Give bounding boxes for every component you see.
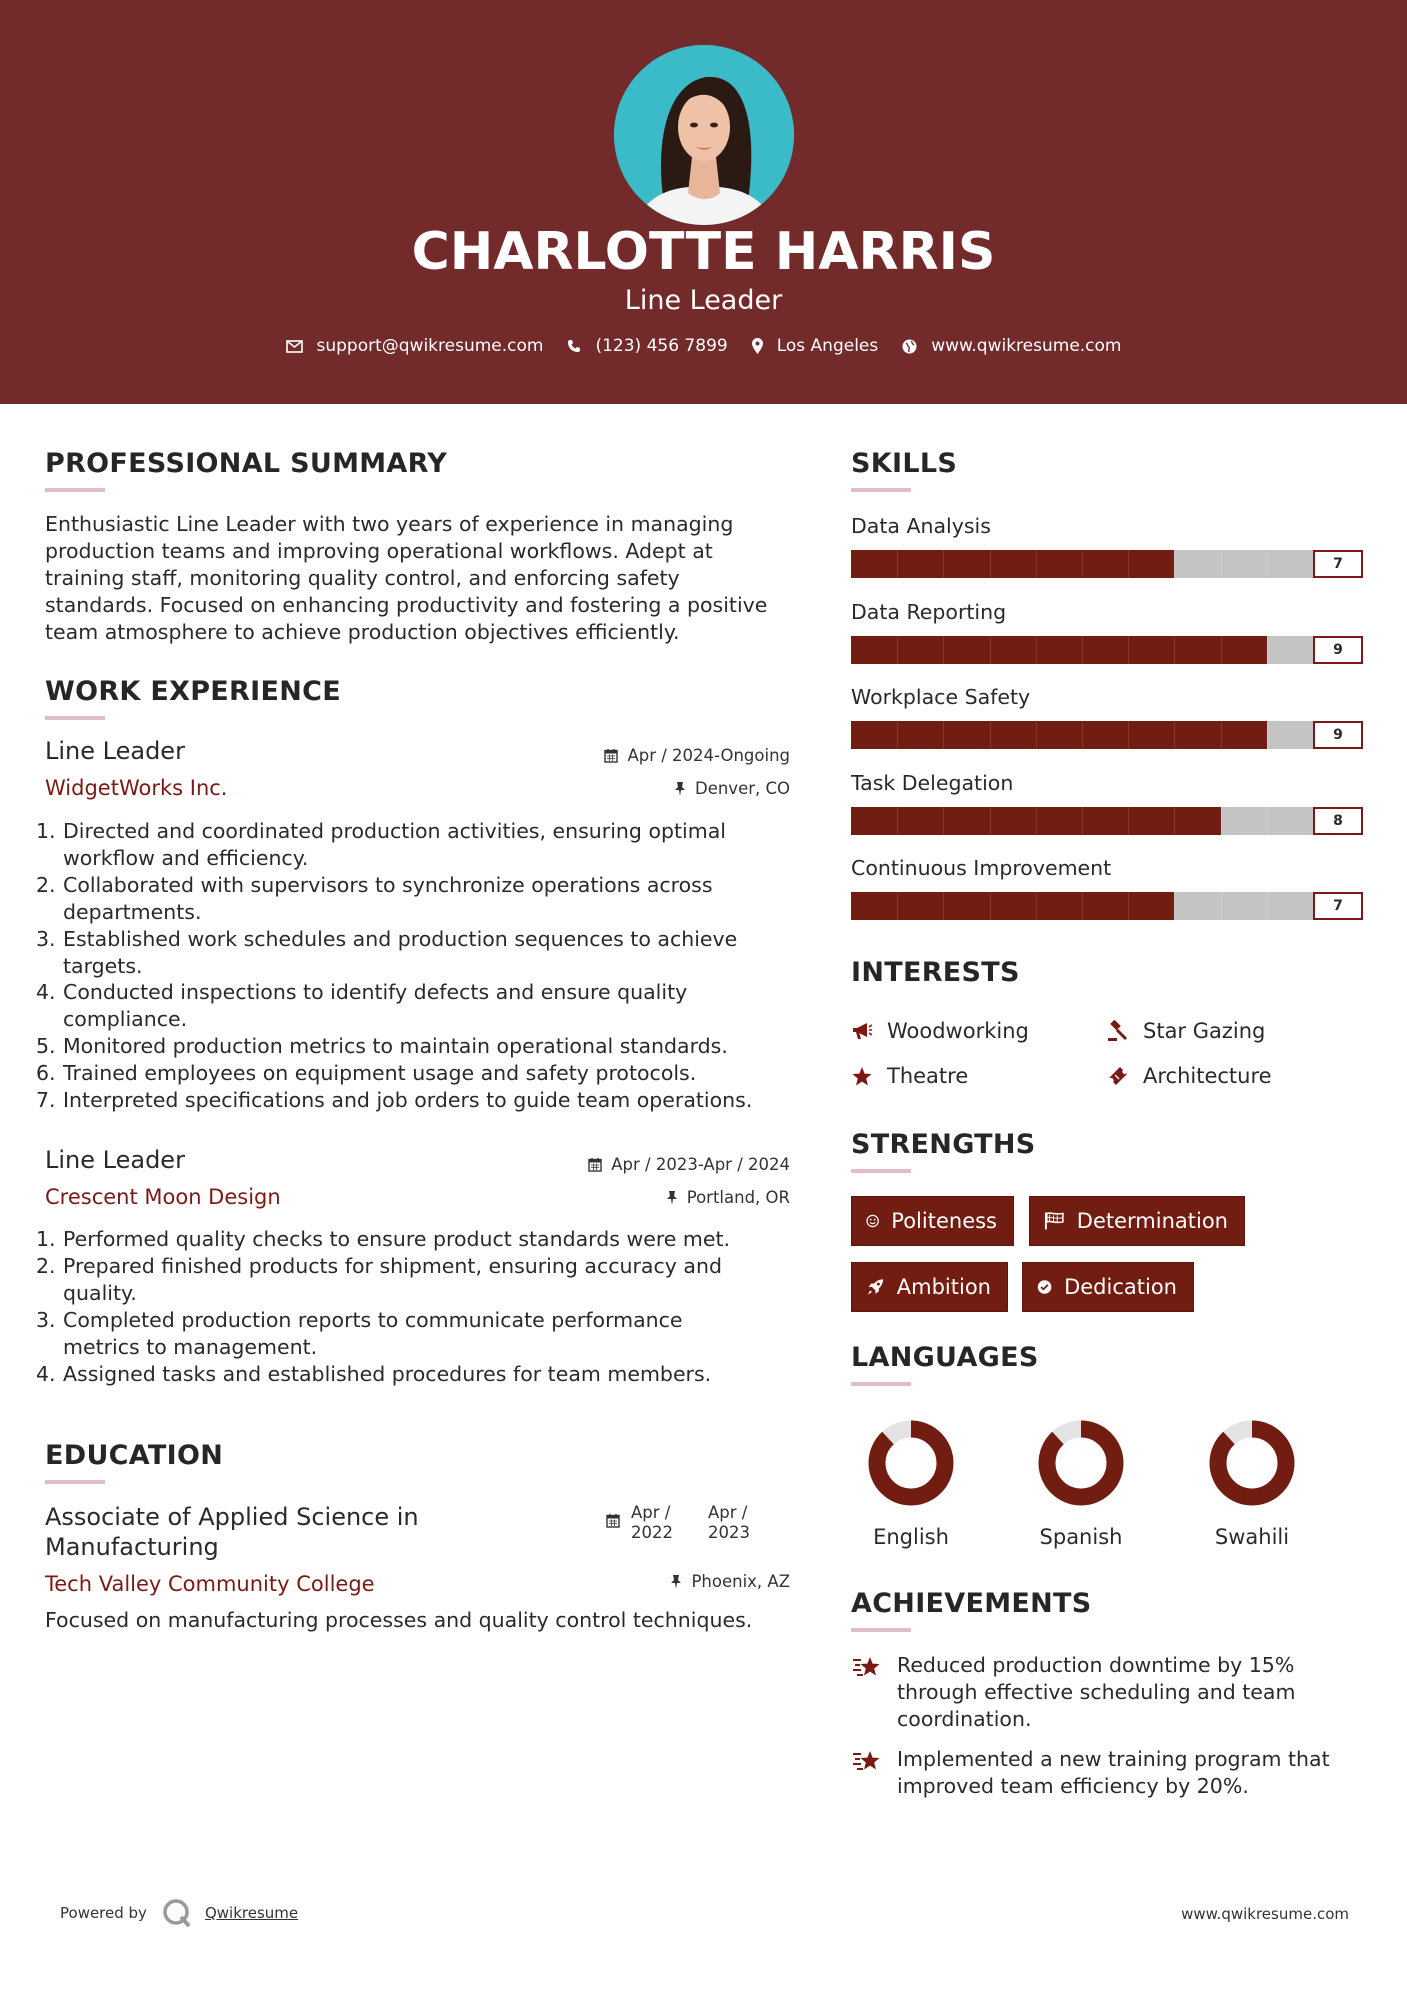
summary-heading: PROFESSIONAL SUMMARY (45, 448, 448, 479)
calendar-icon (588, 1157, 602, 1172)
job-location (666, 1188, 790, 1207)
skill-name: Workplace Safety (851, 685, 1031, 709)
achievements-heading: ACHIEVEMENTS (851, 1588, 1092, 1619)
skill-score: 9 (1313, 721, 1363, 749)
skill-bar-segment (897, 721, 898, 749)
job-dates-text: Apr / 2023-Apr / 2024 (611, 1155, 790, 1174)
skill-bar-segment (1221, 807, 1222, 835)
skill-bar-segment (943, 550, 944, 578)
summary-text (45, 511, 805, 646)
strength-badge (1029, 1196, 1245, 1246)
section-divider (45, 716, 105, 720)
smile-icon (866, 1211, 879, 1231)
language-donut (1207, 1418, 1297, 1512)
skill-bar-segment (1221, 721, 1222, 749)
qwikresume-logo-icon (161, 1897, 193, 1929)
interest-label: Woodworking (887, 1019, 1029, 1043)
language-donut-fill (877, 1429, 945, 1497)
skill-bar-segment (897, 636, 898, 664)
flag-icon (1044, 1211, 1065, 1231)
edu-location (670, 1572, 790, 1591)
skill-bar-segment (990, 892, 991, 920)
list-item: 1. Directed and coordinated production activities, ensuring optimal (36, 819, 726, 843)
edu-location-text: Phoenix, AZ (691, 1572, 790, 1591)
skill-score: 8 (1313, 807, 1363, 835)
skill-bar-segment (897, 807, 898, 835)
map-pin-icon (752, 338, 763, 354)
skill-bar (851, 807, 1313, 835)
skill-bar-segment (897, 892, 898, 920)
skill-bar-segment (1221, 550, 1222, 578)
achievement-item (851, 1746, 1371, 1800)
edu-end-date: Apr / 2023 (708, 1503, 750, 1542)
language-donut (866, 1418, 956, 1512)
check-circle-icon (1037, 1277, 1052, 1297)
strength-label: Dedication (1064, 1275, 1177, 1299)
job-bullets (36, 1226, 796, 1387)
skill-score: 7 (1313, 892, 1363, 920)
edu-start-date: Apr / 2022 (631, 1503, 673, 1542)
skills-heading: SKILLS (851, 448, 958, 479)
brand-link[interactable]: Qwikresume (204, 1904, 299, 1922)
summary-line: team atmosphere to achieve production objectives efficiently. (45, 620, 680, 644)
degree-line: Manufacturing (45, 1533, 219, 1561)
shooting-star-icon (851, 1654, 885, 1682)
skill-bar-segment (1128, 636, 1129, 664)
languages-heading: LANGUAGES (851, 1342, 1039, 1373)
interest-label: Star Gazing (1143, 1019, 1266, 1043)
experience-heading: WORK EXPERIENCE (45, 676, 341, 707)
list-item: 4. Conducted inspections to identify defects and ensure quality (36, 980, 688, 1005)
section-divider (851, 1382, 911, 1386)
interest-item (1107, 1019, 1265, 1043)
company-name: Crescent Moon Design (45, 1185, 281, 1209)
skill-bar-segment (1082, 721, 1083, 749)
footer-website[interactable]: www.qwikresume.com (1181, 1905, 1349, 1923)
shooting-star-icon (851, 1748, 885, 1776)
skill-bar-segment (1267, 636, 1268, 664)
edu-description: Focused on manufacturing processes and quality control techniques. (45, 1608, 753, 1632)
gavel-icon (1107, 1020, 1129, 1042)
skill-score: 9 (1313, 636, 1363, 664)
skill-bar-segment (1036, 550, 1037, 578)
skill-bar-segment (990, 807, 991, 835)
section-divider (851, 1169, 911, 1173)
phone-text: (123) 456 7899 (595, 336, 728, 356)
skill-bar (851, 892, 1313, 920)
list-item: 3. Established work schedules and production sequences to achieve (36, 926, 738, 951)
skill-bar-segment (1128, 550, 1129, 578)
skill-bar (851, 636, 1313, 664)
skill-bar-segment (897, 550, 898, 578)
job-dates (604, 746, 790, 765)
skill-bar-segment (1174, 892, 1175, 920)
interest-item (851, 1019, 1029, 1043)
list-item: workflow and efficiency. (63, 845, 309, 870)
skill-bar-segment (1128, 892, 1129, 920)
section-divider (45, 1480, 105, 1484)
strength-label: Politeness (891, 1209, 997, 1233)
interest-label: Architecture (1143, 1064, 1272, 1088)
skill-bar-segment (990, 721, 991, 749)
envelope-icon (286, 340, 303, 353)
location-text: Los Angeles (776, 336, 879, 356)
powered-by-label: Powered by (60, 1904, 147, 1922)
email-text: support@qwikresume.com (316, 336, 544, 356)
achievement-text: Reduced production downtime by 15% through effective scheduling and team coordination. (897, 1653, 1296, 1731)
skill-bar-segment (1082, 550, 1083, 578)
rocket-icon (866, 1276, 885, 1298)
star-icon (851, 1066, 873, 1087)
job-location-text: Portland, OR (686, 1188, 790, 1207)
skill-name: Data Reporting (851, 599, 1007, 624)
skill-bar (851, 721, 1313, 749)
pushpin-icon (666, 1190, 678, 1205)
school-name: Tech Valley Community College (45, 1572, 375, 1596)
website-text: www.qwikresume.com (931, 336, 1122, 356)
skill-bar-segment (1036, 636, 1037, 664)
skill-score: 7 (1313, 550, 1363, 578)
skill-bar-segment (1267, 721, 1268, 749)
job-location-text: Denver, CO (694, 779, 790, 798)
list-item: departments. (63, 899, 202, 924)
resume-header (0, 0, 1407, 404)
skill-bar-segment (1221, 892, 1222, 920)
ticket-icon (1107, 1065, 1129, 1087)
language-donut-fill (1047, 1429, 1115, 1497)
strength-badge (851, 1262, 1008, 1312)
skill-bar (851, 550, 1313, 578)
interests-heading: INTERESTS (851, 957, 1020, 988)
language-donut (1036, 1418, 1126, 1512)
interest-item (1107, 1064, 1272, 1088)
list-item: 6. Trained employees on equipment usage and safety protocols. (36, 1061, 697, 1086)
skill-bar-segment (1267, 892, 1268, 920)
skill-bar-segment (1174, 550, 1175, 578)
skill-bar-segment (1128, 807, 1129, 835)
education-heading: EDUCATION (45, 1440, 224, 1471)
skill-bar-segment (943, 721, 944, 749)
achievement-text: Implemented a new training program that improved team efficiency by 20%. (897, 1747, 1330, 1798)
skill-bar-fill (851, 892, 1174, 920)
strength-label: Ambition (896, 1275, 991, 1299)
company-name: WidgetWorks Inc. (45, 776, 228, 800)
calendar-icon (604, 748, 618, 763)
list-item: targets. (63, 953, 143, 978)
job-bullets (36, 818, 796, 1114)
degree-title (45, 1502, 419, 1562)
contact-phone[interactable] (567, 336, 727, 356)
summary-line: production teams and improving operational workflows. Adept at (45, 539, 713, 563)
candidate-name: CHARLOTTE HARRIS (411, 222, 996, 282)
interest-item (851, 1064, 968, 1088)
skill-bar-segment (1036, 721, 1037, 749)
job-location (674, 779, 790, 798)
profile-photo (614, 45, 794, 225)
summary-line: training staff, monitoring quality control, and enforcing safety (45, 566, 680, 590)
degree-line: Associate of Applied Science in (45, 1503, 419, 1531)
skill-bar-segment (943, 892, 944, 920)
interest-label: Theatre (887, 1064, 969, 1088)
footer-powered-by (60, 1897, 298, 1929)
skill-bar-segment (990, 636, 991, 664)
language-label: Swahili (1214, 1525, 1290, 1549)
strength-badge (1022, 1262, 1194, 1312)
pushpin-icon (674, 781, 686, 796)
language-donut-fill (1218, 1429, 1286, 1497)
list-item: 4. Assigned tasks and established procedures for team members. (36, 1361, 712, 1386)
skill-bar-segment (990, 550, 991, 578)
skill-bar-segment (1267, 550, 1268, 578)
list-item: 2. Prepared finished products for shipment, ensuring accuracy and (36, 1253, 722, 1278)
strengths-heading: STRENGTHS (851, 1129, 1036, 1160)
language-label: English (873, 1525, 949, 1549)
summary-line: Enthusiastic Line Leader with two years of experience in managing (45, 512, 734, 536)
contact-bar (0, 336, 1407, 356)
skill-bar-segment (1174, 636, 1175, 664)
contact-email[interactable] (286, 336, 544, 356)
skill-bar-segment (1082, 807, 1083, 835)
skill-bar-segment (1082, 636, 1083, 664)
list-item: compliance. (63, 1007, 188, 1032)
skill-bar-fill (851, 636, 1267, 664)
section-divider (851, 1628, 911, 1632)
candidate-title: Line Leader (624, 285, 783, 316)
section-divider (851, 488, 911, 492)
strength-label: Determination (1076, 1209, 1228, 1233)
skill-bar-segment (1267, 807, 1268, 835)
summary-line: standards. Focused on enhancing productivity and fostering a positive (45, 593, 768, 617)
pushpin-icon (670, 1574, 682, 1589)
skill-name: Task Delegation (851, 770, 1014, 795)
globe-icon (902, 339, 917, 354)
bullhorn-icon (851, 1021, 873, 1041)
list-item: 3. Completed production reports to communicate performance (36, 1307, 683, 1332)
skill-bar-segment (1128, 721, 1129, 749)
language-label: Spanish (1039, 1525, 1123, 1549)
list-item: metrics to management. (63, 1334, 318, 1359)
skill-bar-segment (1082, 892, 1083, 920)
contact-website[interactable] (902, 336, 1121, 356)
job-dates-text: Apr / 2024-Ongoing (627, 746, 790, 765)
list-item: 2. Collaborated with supervisors to synchronize operations across (36, 872, 713, 897)
skill-bar-segment (1221, 636, 1222, 664)
skill-bar-segment (1036, 807, 1037, 835)
skill-bar-segment (943, 807, 944, 835)
skill-name: Continuous Improvement (851, 856, 1112, 880)
contact-location (752, 336, 879, 356)
skill-bar-fill (851, 721, 1267, 749)
skill-bar-segment (943, 636, 944, 664)
phone-icon (567, 339, 581, 353)
skill-bar-segment (1036, 892, 1037, 920)
list-item: 1. Performed quality checks to ensure product standards were met. (36, 1227, 731, 1251)
achievement-item (851, 1652, 1371, 1733)
skill-bar-fill (851, 550, 1174, 578)
section-divider (45, 488, 105, 492)
list-item: quality. (63, 1280, 137, 1305)
list-item: 7. Interpreted specifications and job orders to guide team operations. (36, 1088, 753, 1113)
job-title: Line Leader (45, 737, 185, 765)
skill-name: Data Analysis (851, 514, 991, 538)
skill-bar-segment (1174, 807, 1175, 835)
skill-bar-segment (1174, 721, 1175, 749)
calendar-icon (606, 1513, 620, 1532)
job-dates (588, 1155, 790, 1174)
strength-badge (851, 1196, 1014, 1246)
job-title: Line Leader (45, 1146, 185, 1174)
list-item: 5. Monitored production metrics to maintain operational standards. (36, 1034, 728, 1059)
